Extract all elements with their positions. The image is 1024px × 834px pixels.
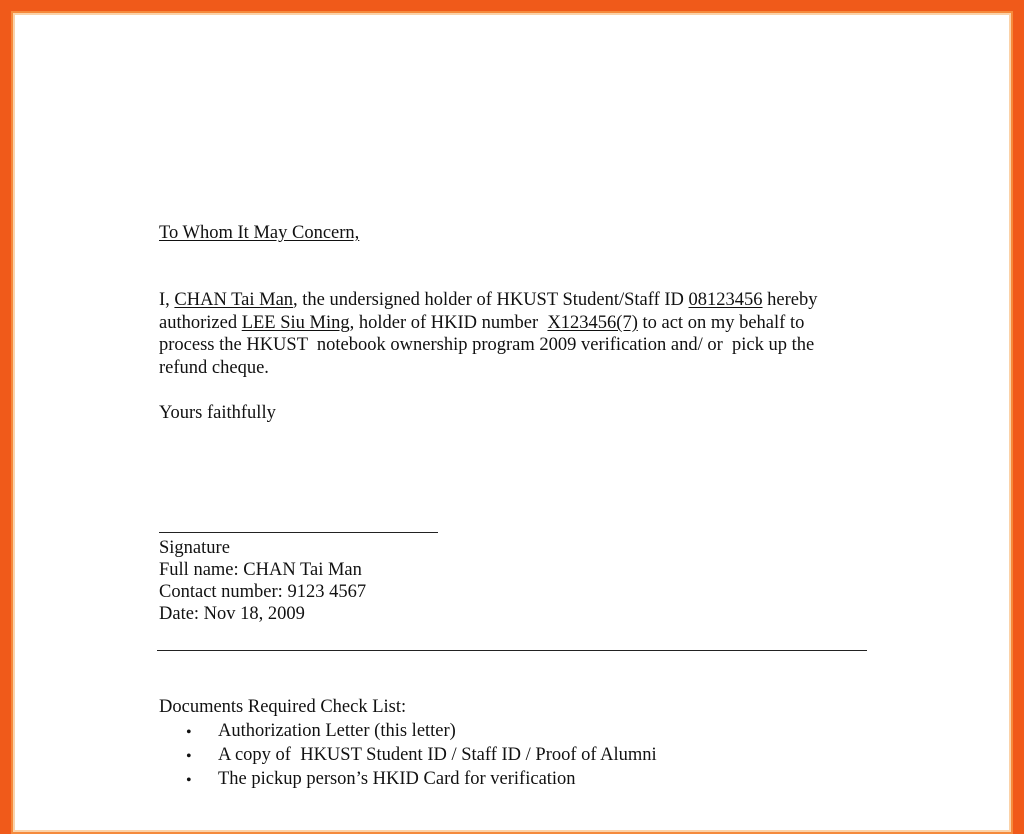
- full-name: Full name: CHAN Tai Man: [159, 560, 362, 580]
- closing: Yours faithfully: [159, 403, 276, 423]
- agent-name: LEE Siu Ming: [241, 313, 350, 333]
- body-line-3: process the HKUST notebook ownership program 2009 verification and/ or pick up the: [159, 335, 815, 355]
- bullet-icon: •: [186, 748, 192, 765]
- date: Date: Nov 18, 2009: [159, 604, 305, 624]
- signature-label: Signature: [159, 538, 230, 558]
- body-line-1: I, CHAN Tai Man, the undersigned holder of HKUST Student/Staff ID 08123456 hereby: [159, 290, 818, 310]
- body-line-2: authorized LEE Siu Ming, holder of HKID number X123456(7) to act on my behalf to: [159, 313, 805, 333]
- checklist-item: A copy of HKUST Student ID / Staff ID / Proof of Alumni: [218, 745, 657, 765]
- bullet-icon: •: [186, 772, 192, 789]
- salutation: To Whom It May Concern,: [159, 223, 360, 243]
- checklist-item: The pickup person’s HKID Card for verification: [218, 769, 576, 789]
- section-divider: [157, 650, 867, 651]
- bullet-icon: •: [186, 724, 192, 741]
- checklist-title: Documents Required Check List:: [159, 697, 407, 717]
- checklist-item: Authorization Letter (this letter): [218, 721, 456, 741]
- body-line-4: refund cheque.: [159, 358, 269, 378]
- contact-number: Contact number: 9123 4567: [159, 582, 367, 602]
- applicant-name: CHAN Tai Man: [174, 290, 294, 310]
- signature-line: [159, 532, 438, 533]
- staff-id: 08123456: [688, 290, 763, 310]
- hkid-number: X123456(7): [547, 313, 638, 333]
